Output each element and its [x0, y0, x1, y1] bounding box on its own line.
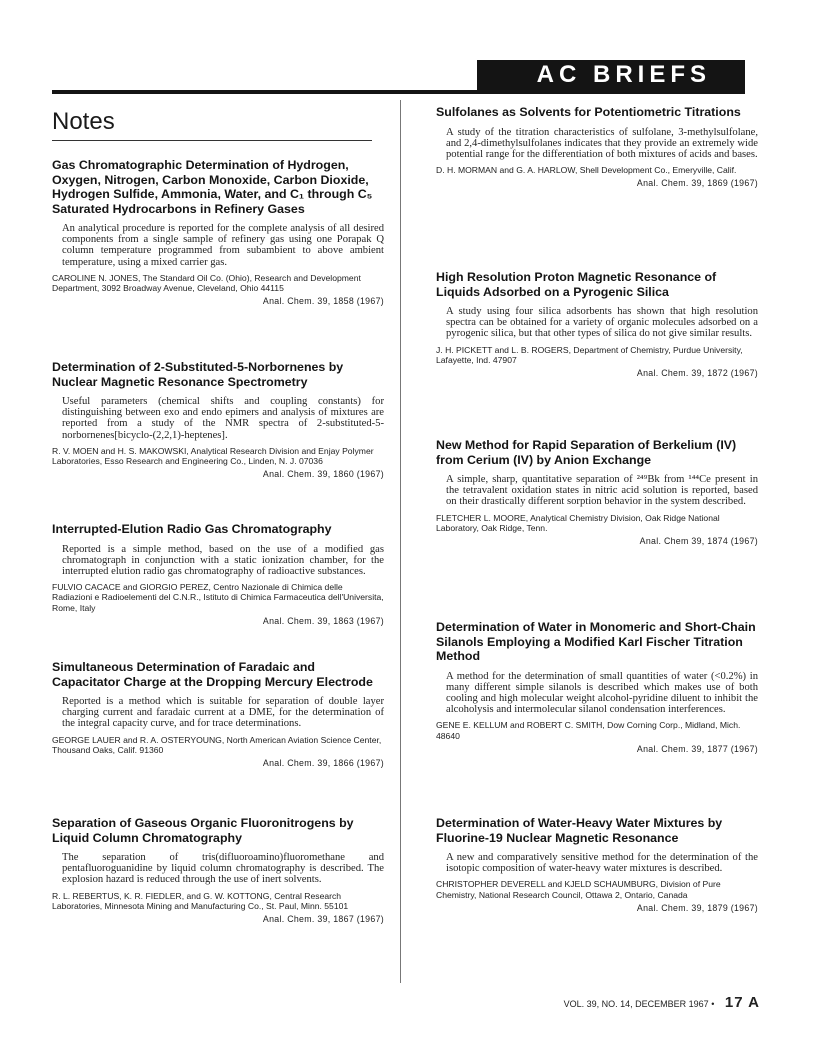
note-title: Sulfolanes as Solvents for Potentiometric Titrations — [436, 105, 741, 119]
column-divider — [400, 100, 401, 983]
note-citation: Anal. Chem. 39, 1866 (1967) — [262, 758, 384, 769]
issue-info: VOL. 39, NO. 14, DECEMBER 1967 • — [563, 999, 715, 1009]
note-authors: FLETCHER L. MOORE, Analytical Chemistry Division, Oak Ridge National Laboratory, Oak Ridge, Tenn. — [436, 512, 720, 533]
note-abstract: A study of the titration characteristics of sulfolane, 3-methylsulfolane, and 2,4-dimethylsulfolanes indicates that they provide an extremely wide potential range for the differentiation of both mixtures of acids and bases. — [446, 126, 758, 160]
note-title: Determination of 2-Substituted-5-Norbornenes by Nuclear Magnetic Resonance Spectrometry — [52, 360, 344, 389]
note-authors: R. L. REBERTUS, K. R. FIEDLER, and G. W. KOTTONG, Central Research Laboratories, Minnesota Mining and Manufacturing Co., St. Paul, Minn. 55101 — [52, 890, 349, 911]
note-citation: Anal. Chem. 39, 1877 (1967) — [636, 743, 758, 754]
note-authors: GEORGE LAUER and R. A. OSTERYOUNG, North American Aviation Science Center, Thousand Oaks, Calif. 91360 — [52, 734, 382, 755]
note-entry — [52, 660, 384, 768]
note-abstract: A simple, sharp, quantitative separation of ²⁴⁹Bk from ¹⁴⁴Ce present in the tetravalent oxidation states in nitric acid solution is reported, based on their drastically different sorption behavior in the system described. — [446, 474, 758, 508]
note-entry — [436, 105, 758, 188]
note-title: Interrupted-Elution Radio Gas Chromatography — [52, 522, 332, 536]
note-abstract: A method for the determination of small quantities of water (<0.2%) in many different simple silanols is described which makes use of both cooling and high molecular weight alcohol-pyridine diluent to inhibit the alcoholysis and intermolecular silanol condensation interferences. — [446, 670, 758, 716]
note-citation: Anal. Chem. 39, 1860 (1967) — [262, 469, 384, 480]
note-entry — [436, 438, 758, 546]
note-authors: CHRISTOPHER DEVERELL and KJELD SCHAUMBURG, Division of Pure Chemistry, National Research Council, Ottawa 2, Ontario, Canada — [436, 879, 721, 900]
page-number: 17 A — [724, 994, 760, 1011]
note-citation: Anal. Chem. 39, 1867 (1967) — [262, 914, 384, 925]
note-title: Simultaneous Determination of Faradaic and Capacitator Charge at the Dropping Mercury Electrode — [52, 660, 373, 689]
left-column — [52, 100, 384, 925]
note-citation: Anal. Chem. 39, 1872 (1967) — [636, 368, 758, 379]
note-title: Determination of Water-Heavy Water Mixtures by Fluorine-19 Nuclear Magnetic Resonance — [436, 816, 723, 845]
section-banner: AC BRIEFS — [477, 60, 745, 90]
note-abstract: A study using four silica adsorbents has shown that high resolution spectra can be obtained for a variety of organic molecules adsorbed on a pyrogenic silica, but that other types of silica do not give similar results. — [446, 306, 758, 340]
note-authors: D. H. MORMAN and G. A. HARLOW, Shell Development Co., Emeryville, Calif. — [436, 165, 737, 176]
note-title: High Resolution Proton Magnetic Resonance of Liquids Adsorbed on a Pyrogenic Silica — [436, 270, 717, 299]
note-title: Determination of Water in Monomeric and Short-Chain Silanols Employing a Modified Karl Fischer Titration Method — [436, 620, 756, 663]
note-authors: J. H. PICKETT and L. B. ROGERS, Department of Chemistry, Purdue University, Lafayette, Ind. 47907 — [436, 344, 743, 365]
section-title: Notes — [52, 108, 372, 141]
note-entry — [52, 816, 384, 924]
note-citation: Anal. Chem. 39, 1879 (1967) — [636, 902, 758, 913]
note-abstract: Reported is a method which is suitable for separation of double layer charging current and faradaic current at a DME, for the determination of the integral capacity curve, and for trace determinations. — [62, 696, 384, 730]
note-entry — [436, 620, 758, 754]
note-entry — [436, 270, 758, 378]
note-authors: R. V. MOEN and H. S. MAKOWSKI, Analytical Research Division and Enjay Polymer Laboratories, Esso Research and Engineering Co., Linden, N. J. 07036 — [52, 445, 374, 467]
note-authors: CAROLINE N. JONES, The Standard Oil Co. (Ohio), Research and Development Department, 3092 Broadway Avenue, Cleveland, Ohio 44115 — [52, 272, 361, 294]
note-entry — [52, 522, 384, 626]
note-abstract: A new and comparatively sensitive method for the determination of the isotopic composition of water-heavy water mixtures is described. — [446, 852, 758, 875]
page-footer — [520, 994, 760, 1011]
note-entry — [52, 360, 384, 479]
note-title: New Method for Rapid Separation of Berkelium (IV) from Cerium (IV) by Anion Exchange — [436, 438, 737, 467]
note-title: Gas Chromatographic Determination of Hydrogen, Oxygen, Nitrogen, Carbon Monoxide, Carbon Dioxide, Hydrogen Sulfide, Ammonia, Water, and C₁ through C₅ Saturated Hydrocarbons in Refinery Gases — [52, 158, 373, 216]
note-entry — [436, 816, 758, 913]
note-citation: Anal. Chem 39, 1874 (1967) — [639, 536, 758, 547]
note-abstract: Useful parameters (chemical shifts and coupling constants) for distinguishing between exo and endo epimers and analysis of mixtures are reported from a study of the NMR spectra of 2-substituted-5-norbornenes[bicyclo-(2,2,1)-heptenes]. — [62, 396, 384, 441]
note-abstract: The separation of tris(difluoroamino)fluoromethane and pentafluoroguanidine by liquid column chromatography is described. The explosion hazard is reduced through the use of inert solvents. — [62, 852, 384, 886]
header-rule — [52, 90, 745, 94]
note-authors: FULVIO CACACE and GIORGIO PEREZ, Centro Nazionale di Chimica delle Radiazioni e Radioelementi del C.N.R., Istituto di Chimica Farmaceutica dell'Universita, Rome, Italy — [52, 582, 384, 613]
note-citation: Anal. Chem. 39, 1858 (1967) — [262, 296, 384, 307]
note-citation: Anal. Chem. 39, 1863 (1967) — [262, 615, 384, 626]
note-entry — [52, 158, 384, 306]
note-abstract: An analytical procedure is reported for the complete analysis of all desired components from a single sample of refinery gas using one Porapak Q column temperature programmed from subambient to above ambient temperature, using a mixed carrier gas. — [62, 223, 384, 268]
note-abstract: Reported is a simple method, based on the use of a modified gas chromatograph in conjunction with a static ionization chamber, for the interrupted elution radio gas chromatography of radioactive substances. — [62, 543, 384, 577]
note-authors: GENE E. KELLUM and ROBERT C. SMITH, Dow Corning Corp., Midland, Mich. 48640 — [436, 720, 741, 741]
note-title: Separation of Gaseous Organic Fluoronitrogens by Liquid Column Chromatography — [52, 816, 354, 845]
note-citation: Anal. Chem. 39, 1869 (1967) — [636, 178, 758, 189]
